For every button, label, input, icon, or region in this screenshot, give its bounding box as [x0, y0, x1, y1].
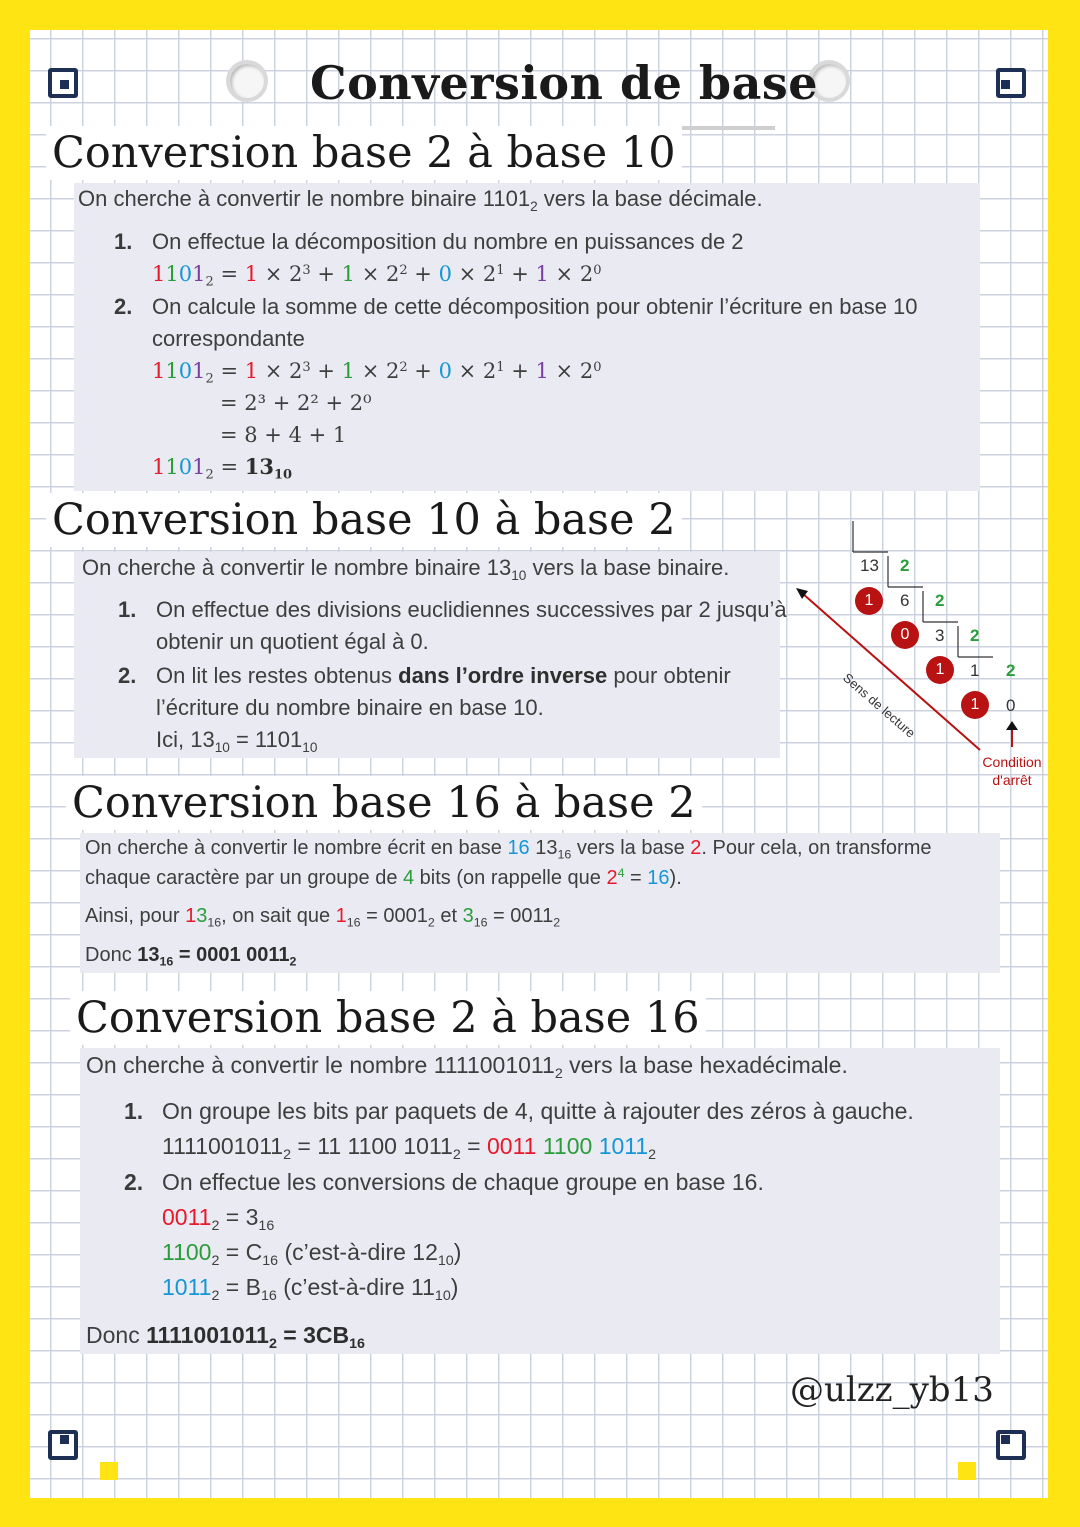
section-3-line-1: On cherche à convertir le nombre écrit en base 16 $13_{16}$ vers la base 2. Pour cela, on transforme chaque caractère par un groupe de 4 bits (on rappelle que $2^4 = 16$). — [85, 837, 932, 889]
sum-result: $1101_2 = 13_{10}$ — [152, 454, 293, 483]
section-4-heading: Conversion base 2 à base 16 — [70, 991, 706, 1045]
section-1-step-1: 1. On effectue la décomposition du nombre en puissances de 2 $1101_2 = 1 \times 2^3 + 1 \times 2^2 + 0 \times 2^1 + 1 \times 2^0$ — [114, 226, 1012, 290]
page-sheet — [30, 30, 1048, 1498]
section-2-example: Ici, $13_{10} = 1101_{10}$ — [156, 727, 318, 755]
divisor-1: 2 — [900, 556, 910, 575]
corner-mark-bottom-left — [48, 1430, 78, 1460]
stop-condition-label: Condition d'arrêt — [982, 754, 1042, 788]
conversion-1: $0011_2 = 3_{16}$ — [162, 1204, 275, 1234]
conversion-3: $1011_2 = B_{16}$ (c’est-à-dire $11_{10}$) — [162, 1274, 459, 1304]
section-2-heading: Conversion base 10 à base 2 — [46, 493, 682, 547]
corner-mark-top-right — [996, 68, 1026, 98]
dividend-2: 6 — [900, 591, 910, 610]
section-4-conclusion: Donc $1111001011_2 = 3CB_{16}$ — [86, 1322, 365, 1352]
corner-mark-top-left — [48, 68, 78, 98]
section-4-intro: On cherche à convertir le nombre $1111001011_2$ vers la base hexadécimale. — [86, 1052, 848, 1082]
dividend-5: 0 — [1006, 696, 1016, 715]
remainder-4: 1 — [961, 691, 989, 719]
section-1-intro: On cherche à convertir le nombre binaire $1101_2$ vers la base décimale. — [78, 186, 763, 214]
section-4-box — [80, 1048, 1000, 1354]
page-title: Conversion de base — [310, 56, 819, 110]
remainder-2: 0 — [891, 621, 919, 649]
yellow-square-right — [958, 1462, 976, 1480]
sum-line-2: = 2³ + 2² + 2⁰ — [220, 391, 372, 415]
remainder-1: 1 — [855, 587, 883, 615]
section-3-heading: Conversion base 16 à base 2 — [66, 776, 702, 830]
divisor-3: 2 — [970, 626, 980, 645]
sum-line-1: $1101_2 = 1 \times 2^3 + 1 \times 2^2 + 0 \times 2^1 + 1 \times 2^0$ — [152, 359, 602, 387]
section-2-intro: On cherche à convertir le nombre binaire $13_{10}$ vers la base binaire. — [82, 555, 730, 583]
section-4-step-2: 2. On effectue les conversions de chaque groupe en base 16. $0011_2 = 3_{16}$ $1100_2 = C_{16}$ (c’est-à-dire $12_{10}$) $1011_2 = B_{16}$ (c’est-à-dire $11_{10}$) — [124, 1165, 1038, 1305]
reading-direction-label: Sens de lecture — [840, 670, 919, 741]
stop-arrow-head — [1006, 721, 1018, 730]
section-3-box — [80, 833, 1000, 973]
yellow-square-left — [100, 1462, 118, 1480]
section-3-line-3: Donc $13_{16} = 0001$ $0011_2$ — [85, 944, 297, 969]
decomposition-line: $1101_2 = 1 \times 2^3 + 1 \times 2^2 + 0 \times 2^1 + 1 \times 2^0$ — [152, 262, 602, 290]
divisor-2: 2 — [935, 591, 945, 610]
section-1-step-2: 2. On calcule la somme de cette décomposition pour obtenir l’écriture en base 10 correspondante $1101_2 = 1 \times 2^3 + 1 \times 2^2 + 0 \times 2^1 + 1 \times 2^0$ = 2³ + 2² + 2⁰ = 8 + 4 + 1 $1101_2 = 13_{10}$ — [114, 291, 1018, 483]
dividend-1: 13 — [860, 556, 879, 575]
section-2-step-1: 1. On effectue des divisions euclidiennes successives par 2 jusqu’à obtenir un quotient égal à 0. — [118, 597, 787, 654]
sum-line-3: = 8 + 4 + 1 — [220, 423, 347, 447]
division-diagram — [790, 515, 1040, 795]
divisor-4: 2 — [1006, 661, 1016, 680]
section-4-step-1: 1. On groupe les bits par paquets de 4, quitte à rajouter des zéros à gauche. $1111001011_2 = 11$ 1100 $1011_2 = 0011$ 1100 $1011_2$ — [124, 1094, 1038, 1164]
section-1-box — [74, 183, 980, 491]
conversion-2: $1100_2 = C_{16}$ (c’est-à-dire $12_{10}$) — [162, 1239, 462, 1269]
dividend-3: 3 — [935, 626, 945, 645]
dividend-4: 1 — [970, 661, 980, 680]
grouping-line: $1111001011_2 = 11$ 1100 $1011_2 = 0011$ 1100 $1011_2$ — [162, 1133, 657, 1163]
author-watermark: @ulzz_yb13 — [790, 1370, 994, 1410]
section-2-step-2: 2. On lit les restes obtenus dans l’ordre inverse pour obtenir l’écriture du nombre binaire en base 10. Ici, $13_{10} = 1101_{10}$ — [118, 660, 796, 756]
section-2-box — [74, 552, 787, 758]
binder-ring-left — [226, 60, 268, 102]
section-1-heading: Conversion base 2 à base 10 — [46, 126, 682, 180]
remainder-3: 1 — [926, 656, 954, 684]
section-3-line-2: Ainsi, pour $13_{16}$, on sait que $1_{16} = 0001_2$ et $3_{16} = 0011_2$ — [85, 905, 561, 930]
corner-mark-bottom-right — [996, 1430, 1026, 1460]
